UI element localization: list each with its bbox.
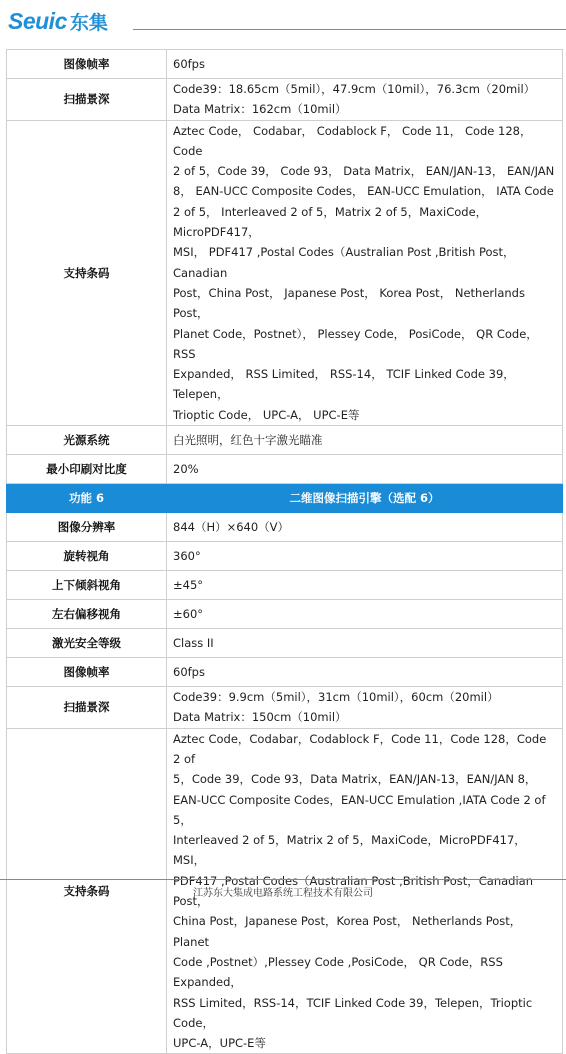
spec-row [7, 50, 563, 79]
spec-value: Code39：18.65cm（5mil），47.9cm（10mil），76.3cm（20mil） Data Matrix：162cm（10mil） [167, 79, 563, 121]
logo-english-text: Seuic [8, 8, 67, 34]
spec-value: ±45° [167, 571, 563, 600]
spec-value: Aztec Code，Codabar，Codablock F，Code 11，Code 128，Code 2 of 5，Code 39，Code 93，Data Matrix，EAN/JAN-13，EAN/JAN 8， EAN-UCC Composite Codes，EAN-UCC Emulation ,IATA Code 2 of 5， Interleaved 2 of 5，Matrix 2 of 5，MaxiCode，MicroPDF417， MSI， PDF417 ,Postal Codes（Australian Post ,British Post，Canadian Post， China Post，Japanese Post，Korea Post， Netherlands Post，Planet Code ,Postnet）,Plessey Code ,PosiCode， QR Code，RSS Expanded， RSS Limited，RSS-14，TCIF Linked Code 39，Telepen，Trioptic Code， UPC-A，UPC-E等 [167, 728, 563, 1054]
spec-row [7, 658, 563, 687]
spec-label: 图像帧率 [7, 50, 167, 79]
spec-row [7, 513, 563, 542]
spec-row [7, 79, 563, 121]
spec-value: 60fps [167, 50, 563, 79]
spec-value: 白光照明，红色十字激光瞄准 [167, 426, 563, 455]
spec-row [7, 455, 563, 484]
spec-label: 图像分辨率 [7, 513, 167, 542]
seuic-logo [8, 8, 108, 36]
footer-company: 江苏东大集成电路系统工程技术有限公司 [193, 888, 373, 899]
spec-label: 光源系统 [7, 426, 167, 455]
header-divider [133, 29, 566, 30]
section-label: 功能 6 [7, 484, 167, 513]
spec-row [7, 571, 563, 600]
spec-value: Aztec Code， Codabar， Codablock F， Code 11， Code 128， Code 2 of 5，Code 39， Code 93， Data Matrix， EAN/JAN-13， EAN/JAN 8， EAN-UCC Composite Codes， EAN-UCC Emulation， IATA Code 2 of 5， Interleaved 2 of 5，Matrix 2 of 5，MaxiCode， MicroPDF417， MSI， PDF417 ,Postal Codes（Australian Post ,British Post， Canadian Post，China Post， Japanese Post， Korea Post， Netherlands Post， Planet Code，Postnet）， Plessey Code， PosiCode， QR Code， RSS Expanded， RSS Limited， RSS-14， TCIF Linked Code 39， Telepen， Trioptic Code， UPC-A， UPC-E等 [167, 120, 563, 425]
spec-label: 扫描景深 [7, 79, 167, 121]
spec-row [7, 426, 563, 455]
spec-value: Class II [167, 629, 563, 658]
spec-value: 844（H）×640（V） [167, 513, 563, 542]
spec-label: 扫描景深 [7, 687, 167, 729]
spec-row [7, 600, 563, 629]
footer-divider [0, 879, 566, 880]
spec-label: 激光安全等级 [7, 629, 167, 658]
spec-label: 上下倾斜视角 [7, 571, 167, 600]
spec-row [7, 629, 563, 658]
spec-label: 左右偏移视角 [7, 600, 167, 629]
spec-value: 20% [167, 455, 563, 484]
page-header [0, 0, 566, 44]
spec-value: 60fps [167, 658, 563, 687]
spec-label: 旋转视角 [7, 542, 167, 571]
spec-label: 支持条码 [7, 120, 167, 425]
spec-row [7, 120, 563, 425]
spec-row [7, 687, 563, 729]
section-header-row [7, 484, 563, 513]
logo-chinese-text: 东集 [69, 12, 108, 34]
spec-value: 360° [167, 542, 563, 571]
spec-label: 最小印刷对比度 [7, 455, 167, 484]
spec-row [7, 542, 563, 571]
section-title: 二维图像扫描引擎（选配 6） [167, 484, 563, 513]
spec-value: ±60° [167, 600, 563, 629]
spec-label: 图像帧率 [7, 658, 167, 687]
spec-value: Code39：9.9cm（5mil），31cm（10mil），60cm（20mil） Data Matrix：150cm（10mil） [167, 687, 563, 729]
spec-table [6, 49, 563, 1054]
spec-label: 支持条码 [7, 728, 167, 1054]
